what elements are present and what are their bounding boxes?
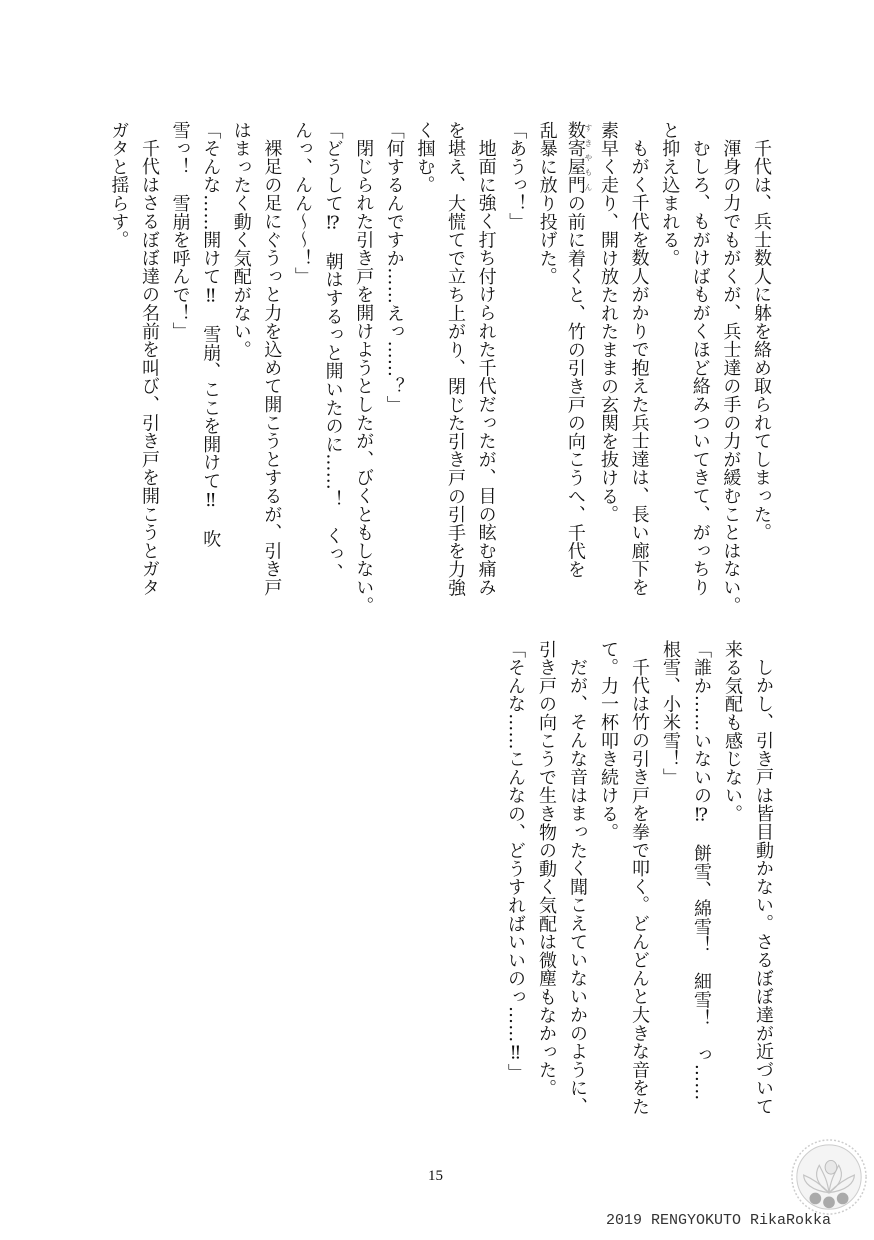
text-column bbox=[715, 139, 745, 615]
text-column bbox=[256, 139, 286, 597]
text-column bbox=[348, 139, 378, 615]
text-column bbox=[165, 121, 195, 341]
ruby-word bbox=[564, 121, 593, 195]
text-line: 「そんな……開けて‼ 雪崩、ここを開けて‼ 吹 bbox=[200, 121, 222, 548]
text-column bbox=[501, 121, 531, 231]
text-column bbox=[409, 121, 439, 194]
text-line: 千代は竹の引き戸を拳で叩く。どんどんと大きな音をた bbox=[629, 658, 650, 1116]
text-column bbox=[655, 640, 685, 786]
circle-logo-seal bbox=[790, 1138, 868, 1216]
text-column bbox=[593, 640, 623, 841]
text-column bbox=[103, 121, 133, 249]
text-line: 「どうして⁉ 朝はするっと開いたのに……！ くっ、 bbox=[322, 121, 344, 582]
text-line: 素早く走り、開け放たれたままの玄関を抜ける。 bbox=[598, 121, 619, 524]
text-line: て。力一杯叩き続ける。 bbox=[598, 640, 619, 842]
text-line: 「そんな……こんなの、どうすればいいのっ……‼」 bbox=[505, 640, 526, 1083]
text-line: はまったく動く気配がない。 bbox=[230, 121, 252, 359]
text-line: 来る気配も感じない。 bbox=[722, 640, 743, 823]
footer-credit: 2019 RENGYOKUTO RikaRokka bbox=[606, 1212, 832, 1229]
text-column bbox=[287, 121, 317, 286]
text-column bbox=[624, 139, 654, 597]
text-column bbox=[562, 658, 592, 1116]
text-column bbox=[500, 640, 530, 1082]
text-column bbox=[686, 640, 716, 1101]
text-column bbox=[685, 139, 715, 597]
text-line: んっ、んん～～！」 bbox=[292, 121, 313, 286]
text-column bbox=[195, 121, 225, 548]
text-column bbox=[379, 121, 409, 414]
text-line: 引き戸の向こうで生き物の動く気配は微塵もなかった。 bbox=[536, 640, 557, 1098]
page-number: 15 bbox=[428, 1168, 443, 1184]
text-column bbox=[624, 658, 654, 1116]
text-line: を堪え、大慌てで立ち上がり、閉じた引き戸の引手を力強 bbox=[445, 121, 466, 597]
text-line: 千代は、兵士数人に躰を絡め取られてしまった。 bbox=[751, 139, 772, 542]
text-line: と抑え込まれる。 bbox=[659, 121, 681, 268]
text-line: ガタと揺らす。 bbox=[108, 121, 130, 250]
text-column bbox=[654, 121, 684, 267]
text-line: 地面に強く打ち付けられた千代だったが、目の眩む痛み bbox=[475, 139, 497, 597]
text-line: 渾身の力でもがくが、兵士達の手の力が緩むことはない。 bbox=[720, 139, 742, 615]
text-line: く掴む。 bbox=[414, 121, 436, 195]
text-line: だが、そんな音はまったく聞こえていないかのように、 bbox=[567, 658, 588, 1116]
text-column bbox=[532, 121, 562, 286]
text-column bbox=[746, 139, 776, 542]
text-line: もがく千代を数人がかりで抱えた兵士達は、長い廊下を bbox=[628, 139, 650, 597]
text-line: しかし、引き戸は皆目動かない。さるぼぼ達が近づいて bbox=[753, 658, 774, 1116]
ruby-reading: すきやもん bbox=[583, 121, 593, 195]
text-column bbox=[531, 640, 561, 1098]
text-line: むしろ、もがけばもがくほど絡みついてきて、がっちり bbox=[689, 139, 711, 597]
text-column bbox=[440, 121, 470, 597]
text-line: 閉じられた引き戸を開けようとしたが、びくともしない。 bbox=[353, 139, 375, 615]
text-column bbox=[593, 121, 623, 524]
text-column bbox=[717, 640, 747, 823]
text-line: 「何するんですか……えっ……？」 bbox=[383, 121, 405, 414]
text-line: 「あうっ！」 bbox=[506, 121, 528, 231]
text-column bbox=[471, 139, 501, 597]
text-line: 根雪、小米雪！」 bbox=[660, 640, 681, 787]
text-line: 雪っ！ 雪崩を呼んで！」 bbox=[169, 121, 191, 341]
text-line: の前に着くと、竹の引き戸の向こうへ、千代を bbox=[564, 194, 586, 579]
text-column bbox=[318, 121, 348, 582]
text-line: 「誰か……いないの⁉ 餅雪、綿雪！ 細雪！ っ…… bbox=[691, 640, 712, 1101]
text-line: 乱暴に放り投げた。 bbox=[536, 121, 558, 286]
ruby-base: 数寄屋門 bbox=[564, 121, 586, 195]
text-column bbox=[226, 121, 256, 359]
text-column bbox=[748, 658, 778, 1116]
text-line: 千代はさるぼぼ達の名前を叫び、引き戸を開こうとガタ bbox=[139, 139, 160, 597]
text-line: 裸足の足にぐうっと力を込めて開こうとするが、引き戸 bbox=[261, 139, 283, 597]
text-column bbox=[134, 139, 164, 597]
text-column bbox=[562, 121, 592, 579]
